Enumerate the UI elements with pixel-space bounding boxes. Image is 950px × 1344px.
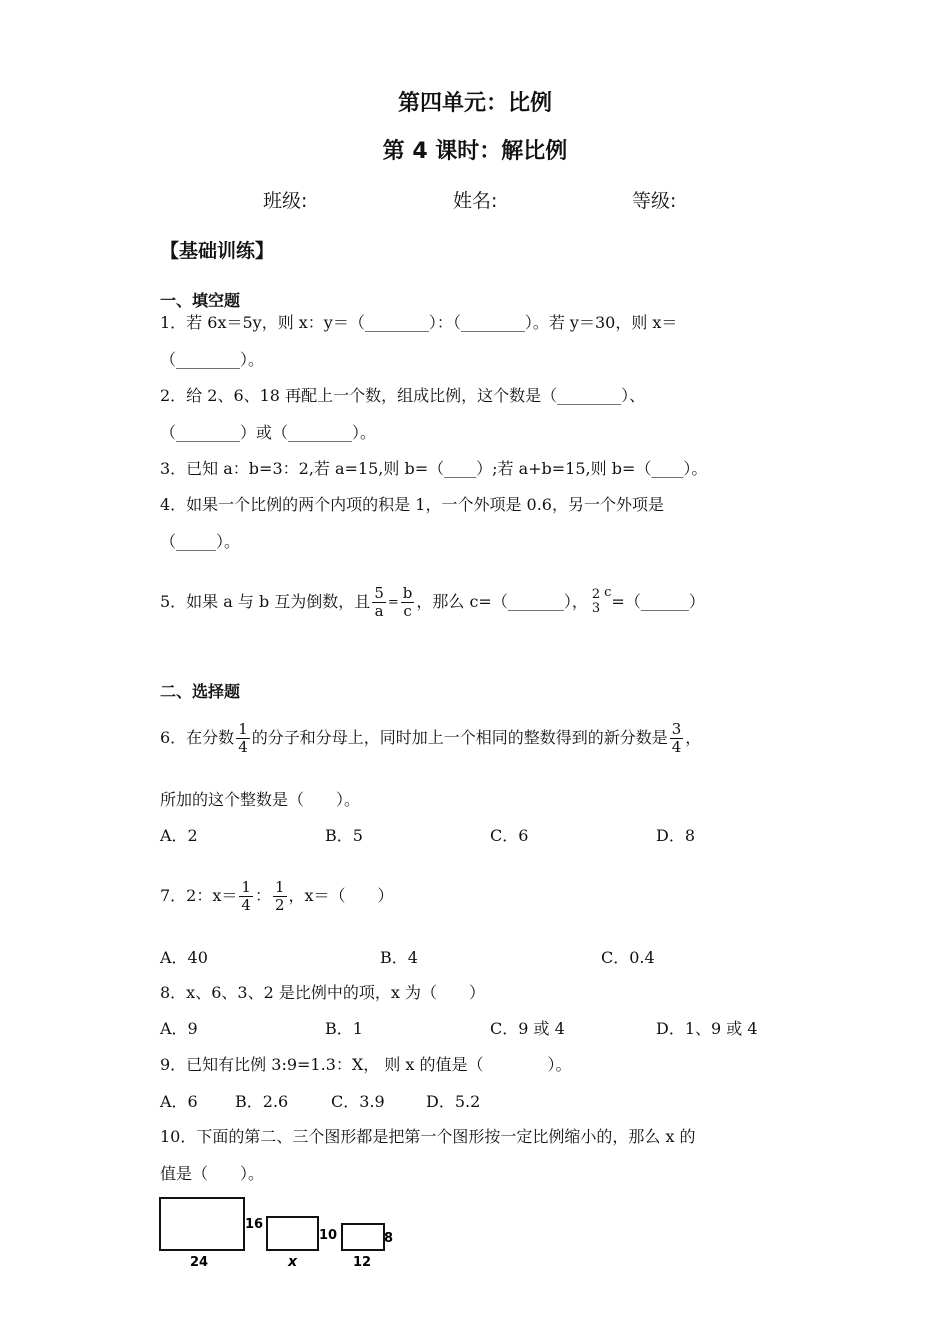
variable-c: c: [604, 584, 612, 600]
fraction-denominator: c: [403, 601, 412, 620]
fraction-numerator: 3: [671, 720, 682, 738]
question-6-line1: [160, 708, 701, 768]
q7-option-b: B．4: [380, 948, 418, 967]
question-6-mid: 的分子和分母上，同时加上一个相同的整数得到的新分数是: [251, 728, 668, 747]
fraction-2-over-3: [590, 588, 602, 617]
q7-option-c: C．0.4: [601, 948, 655, 967]
question-2-line2: （________）或（________）。: [160, 423, 377, 442]
q6-option-b: B．5: [325, 826, 363, 845]
fraction-numerator: 1: [238, 720, 248, 738]
fraction-denominator: a: [374, 601, 384, 620]
fraction-numerator: 1: [241, 878, 251, 896]
rect3-width-label: 12: [353, 1255, 372, 1270]
fraction-1-over-4: [239, 879, 253, 913]
fraction-denominator: 4: [671, 737, 682, 756]
q9-option-d: D．5.2: [426, 1092, 481, 1111]
rectangle-small: [342, 1224, 384, 1250]
fraction-1-over-2: [273, 879, 287, 913]
question-10-line1: 10．下面的第二、三个图形都是把第一个图形按一定比例缩小的，那么 x 的: [160, 1127, 696, 1146]
name-label: 姓名:: [453, 190, 498, 212]
rectangles-figure: [150, 1190, 410, 1274]
colon: ：: [254, 886, 271, 905]
rectangle-medium: [267, 1217, 318, 1250]
question-7-end: ，x＝（ ）: [288, 886, 394, 905]
section-heading: 【基础训练】: [160, 240, 275, 262]
q6-option-c: C．6: [490, 826, 529, 845]
q6-option-a: A．2: [160, 826, 198, 845]
fraction-denominator: 4: [238, 737, 248, 756]
question-7: [160, 858, 394, 934]
question-5-mid: ，那么 c=（_______），: [416, 592, 588, 611]
question-5: [160, 572, 705, 632]
fraction-1-over-4: [236, 721, 250, 755]
fraction-b-over-c: [401, 585, 415, 619]
rect2-width-label: x: [288, 1254, 298, 1270]
question-5-end: =（______）: [611, 592, 705, 611]
fraction-numerator: 2: [591, 586, 601, 602]
rect1-width-label: 24: [190, 1255, 209, 1270]
q9-option-a: A．6: [160, 1092, 198, 1111]
question-8: 8．x、6、3、2 是比例中的项，x 为（ ）: [160, 983, 485, 1002]
lesson-subtitle: 第 4 课时：解比例: [382, 139, 568, 164]
question-5-prefix: 5．如果 a 与 b 互为倒数，且: [160, 592, 371, 611]
fraction-numerator: b: [402, 584, 413, 602]
rect2-height-label: 10: [319, 1228, 338, 1243]
fraction-denominator: 2: [274, 895, 285, 914]
question-3: 3．已知 a：b=3：2,若 a=15,则 b=（____）;若 a+b=15,则 b=（____）。: [160, 459, 708, 478]
fraction-3-over-4: [670, 721, 684, 755]
fraction-numerator: 1: [274, 878, 285, 896]
fraction-numerator: 5: [374, 584, 384, 602]
q9-option-b: B．2.6: [235, 1092, 289, 1111]
class-label: 班级:: [263, 190, 308, 212]
fraction-denominator: 4: [241, 895, 251, 914]
question-6-line2: 所加的这个整数是（ ）。: [160, 790, 361, 809]
grade-label: 等级:: [632, 190, 677, 212]
q8-option-c: C．9 或 4: [490, 1019, 565, 1038]
question-2-line1: 2．给 2、6、18 再配上一个数，组成比例，这个数是（________）、: [160, 386, 646, 405]
q9-option-c: C．3.9: [331, 1092, 385, 1111]
question-10-line2: 值是（ ）。: [160, 1164, 265, 1183]
question-1-line2: （________）。: [160, 350, 265, 369]
question-4-line2: （_____）。: [160, 532, 241, 551]
question-9: 9．已知有比例 3:9=1.3：X， 则 x 的值是（ ）。: [160, 1055, 572, 1074]
rectangle-large: [160, 1198, 244, 1250]
fraction-denominator: 3: [591, 601, 601, 616]
part1-title: 一、填空题: [160, 291, 241, 310]
q7-option-a: A．40: [160, 948, 208, 967]
question-1-line1: 1．若 6x＝5y，则 x：y＝（________）：（________）。若 y＝30，则 x＝: [160, 313, 678, 332]
rect3-height-label: 8: [384, 1231, 394, 1246]
rect1-height-label: 16: [245, 1217, 264, 1232]
q8-option-d: D．1、9 或 4: [656, 1019, 758, 1038]
fraction-5-over-a: [372, 585, 386, 619]
question-4-line1: 4．如果一个比例的两个内项的积是 1，一个外项是 0.6，另一个外项是: [160, 495, 664, 514]
q8-option-a: A．9: [160, 1019, 198, 1038]
question-7-prefix: 7．2：x＝: [160, 886, 238, 905]
part2-title: 二、选择题: [160, 682, 241, 701]
equals-sign: =: [387, 594, 399, 610]
q8-option-b: B．1: [325, 1019, 363, 1038]
question-6-prefix: 6．在分数: [160, 728, 235, 747]
page-title: 第四单元：比例: [397, 91, 552, 116]
q6-option-d: D．8: [656, 826, 696, 845]
question-6-comma: ，: [685, 728, 702, 747]
